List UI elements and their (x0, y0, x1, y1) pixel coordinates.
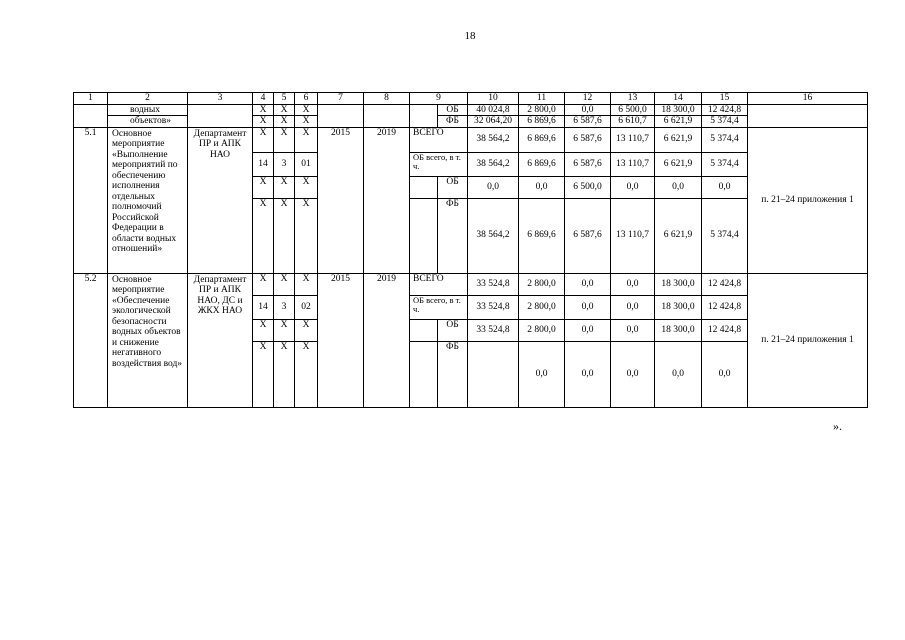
funding-source: ОБ всего, в т. ч. (410, 152, 468, 176)
table-row (74, 273, 868, 295)
value-cell: 38 564,2 (468, 127, 519, 152)
value-cell: 6 869,6 (519, 152, 565, 176)
value-cell: 5 374,4 (702, 152, 748, 176)
code-cell: X (253, 273, 274, 295)
funding-source: ОБ (438, 176, 468, 198)
code-cell: 02 (295, 295, 318, 319)
table-row (74, 127, 868, 152)
column-number: 14 (655, 93, 702, 105)
column-number: 2 (108, 93, 188, 105)
column-number: 6 (295, 93, 318, 105)
value-cell: 33 524,8 (468, 295, 519, 319)
value-cell: 18 300,0 (655, 319, 702, 341)
start-year: 2015 (318, 273, 364, 407)
code-cell: X (253, 176, 274, 198)
value-cell: 6 587,6 (565, 127, 611, 152)
value-cell: 0,0 (655, 341, 702, 407)
column-number: 1 (74, 93, 108, 105)
funding-source: ВСЕГО (410, 127, 468, 152)
value-cell: 6 587,6 (565, 116, 611, 128)
value-cell: 38 564,2 (468, 152, 519, 176)
value-cell: 0,0 (702, 176, 748, 198)
code-cell: X (274, 319, 295, 341)
value-cell: 0,0 (655, 176, 702, 198)
code-cell: X (274, 176, 295, 198)
value-cell: 33 524,8 (468, 273, 519, 295)
value-cell: 0,0 (565, 295, 611, 319)
value-cell: 0,0 (565, 273, 611, 295)
value-cell: 0,0 (519, 341, 565, 407)
value-cell: 2 800,0 (519, 295, 565, 319)
value-cell: 38 564,2 (468, 198, 519, 273)
value-cell: 6 621,9 (655, 127, 702, 152)
column-number: 13 (611, 93, 655, 105)
measure-number: 5.2 (74, 273, 108, 407)
code-cell: X (274, 273, 295, 295)
code-cell: X (295, 341, 318, 407)
column-number: 5 (274, 93, 295, 105)
value-cell (468, 341, 519, 407)
measure-name: объектов» (108, 116, 188, 128)
column-number: 10 (468, 93, 519, 105)
code-cell: X (295, 127, 318, 152)
value-cell: 6 621,9 (655, 152, 702, 176)
column-number: 8 (364, 93, 410, 105)
code-cell: X (253, 341, 274, 407)
value-cell: 0,0 (519, 176, 565, 198)
code-cell: X (274, 341, 295, 407)
value-cell: 6 610,7 (611, 116, 655, 128)
value-cell: 13 110,7 (611, 152, 655, 176)
value-cell: 12 424,8 (702, 295, 748, 319)
code-cell: X (253, 116, 274, 128)
code-cell: X (274, 116, 295, 128)
end-year: 2019 (364, 273, 410, 407)
value-cell: 0,0 (565, 319, 611, 341)
column-number: 7 (318, 93, 364, 105)
value-cell: 0,0 (611, 319, 655, 341)
value-cell: 6 587,6 (565, 152, 611, 176)
value-cell: 18 300,0 (655, 104, 702, 116)
code-cell: X (253, 319, 274, 341)
column-number-header (74, 93, 868, 105)
code-cell: X (295, 176, 318, 198)
value-cell: 0,0 (702, 341, 748, 407)
code-cell: X (295, 319, 318, 341)
code-cell: 3 (274, 152, 295, 176)
value-cell: 18 300,0 (655, 295, 702, 319)
funding-source: ОБ всего, в т. ч. (410, 295, 468, 319)
code-cell: X (295, 198, 318, 273)
value-cell: 2 800,0 (519, 104, 565, 116)
value-cell: 12 424,8 (702, 319, 748, 341)
code-cell: 14 (253, 295, 274, 319)
measure-number: 5.1 (74, 127, 108, 273)
value-cell: 13 110,7 (611, 127, 655, 152)
value-cell: 5 374,4 (702, 116, 748, 128)
value-cell: 33 524,8 (468, 319, 519, 341)
page-number: 18 (464, 30, 476, 42)
column-number: 11 (519, 93, 565, 105)
budget-table (73, 92, 868, 408)
start-year: 2015 (318, 127, 364, 273)
value-cell: 6 869,6 (519, 116, 565, 128)
code-cell: 14 (253, 152, 274, 176)
column-number: 15 (702, 93, 748, 105)
value-cell: 5 374,4 (702, 198, 748, 273)
value-cell: 6 621,9 (655, 116, 702, 128)
note-cell: п. 21–24 приложения 1 (748, 273, 868, 407)
value-cell: 6 621,9 (655, 198, 702, 273)
value-cell: 2 800,0 (519, 319, 565, 341)
code-cell: X (274, 127, 295, 152)
value-cell: 13 110,7 (611, 198, 655, 273)
funding-source: ОБ (438, 104, 468, 116)
code-cell: X (253, 198, 274, 273)
value-cell: 12 424,8 (702, 273, 748, 295)
value-cell: 0,0 (565, 341, 611, 407)
table-row (74, 104, 868, 116)
closing-quote-mark: ». (833, 419, 842, 433)
value-cell: 40 024,8 (468, 104, 519, 116)
value-cell: 18 300,0 (655, 273, 702, 295)
measure-name: Основное мероприятие «Обеспечение экологической безопасности водных объектов и снижение негативного воздействия вод» (108, 273, 188, 407)
value-cell: 0,0 (565, 104, 611, 116)
code-cell: X (253, 127, 274, 152)
measure-name: водных (108, 104, 188, 116)
code-cell: 01 (295, 152, 318, 176)
value-cell: 0,0 (611, 176, 655, 198)
value-cell: 12 424,8 (702, 104, 748, 116)
note-cell: п. 21–24 приложения 1 (748, 127, 868, 273)
value-cell: 2 800,0 (519, 273, 565, 295)
responsible-department: Департамент ПР и АПК НАО (188, 127, 253, 273)
measure-name: Основное мероприятие «Выполнение мероприятий по обеспечению исполнения отдельных полномочий Российской Федерации в области водных отношений» (108, 127, 188, 273)
end-year: 2019 (364, 127, 410, 273)
funding-source: ВСЕГО (410, 273, 468, 295)
value-cell: 6 587,6 (565, 198, 611, 273)
code-cell: X (295, 116, 318, 128)
column-number: 3 (188, 93, 253, 105)
column-number: 4 (253, 93, 274, 105)
column-number: 9 (410, 93, 468, 105)
value-cell: 6 869,6 (519, 127, 565, 152)
column-number: 12 (565, 93, 611, 105)
code-cell: X (295, 104, 318, 116)
responsible-department: Департамент ПР и АПК НАО, ДС и ЖКХ НАО (188, 273, 253, 407)
value-cell: 0,0 (468, 176, 519, 198)
value-cell: 6 869,6 (519, 198, 565, 273)
value-cell: 0,0 (611, 295, 655, 319)
funding-source: ФБ (438, 116, 468, 128)
code-cell: X (295, 273, 318, 295)
code-cell: X (253, 104, 274, 116)
value-cell: 5 374,4 (702, 127, 748, 152)
value-cell: 6 500,0 (565, 176, 611, 198)
funding-source: ОБ (438, 319, 468, 341)
code-cell: X (274, 104, 295, 116)
funding-source: ФБ (438, 341, 468, 407)
code-cell: 3 (274, 295, 295, 319)
value-cell: 6 500,0 (611, 104, 655, 116)
code-cell: X (274, 198, 295, 273)
column-number: 16 (748, 93, 868, 105)
value-cell: 32 064,20 (468, 116, 519, 128)
value-cell: 0,0 (611, 341, 655, 407)
funding-source: ФБ (438, 198, 468, 273)
value-cell: 0,0 (611, 273, 655, 295)
